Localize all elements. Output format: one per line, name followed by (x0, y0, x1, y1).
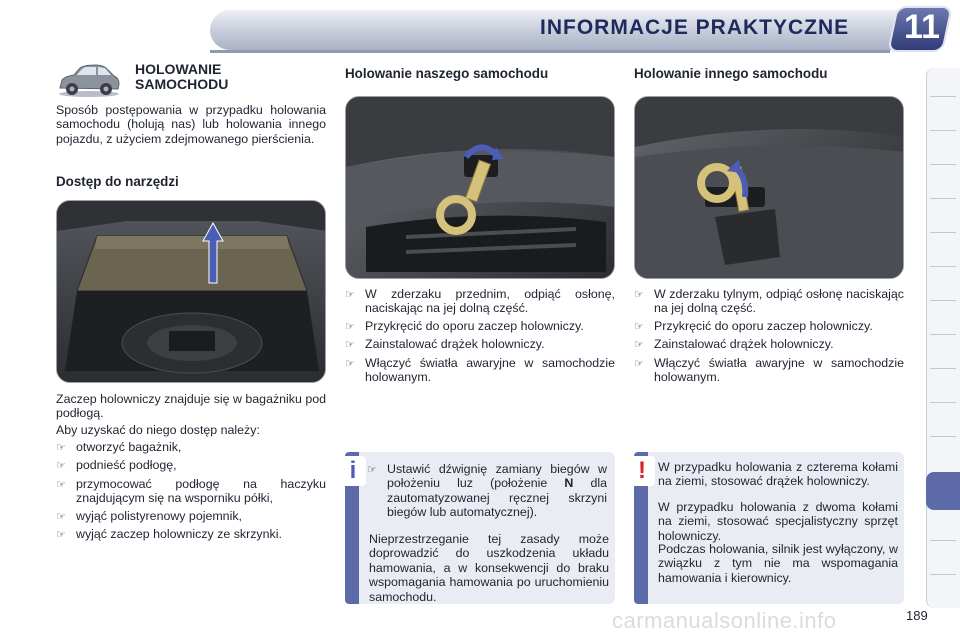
chapter-tab[interactable] (930, 574, 956, 575)
page-number: 189 (906, 608, 928, 623)
car-icon (56, 62, 122, 98)
chapter-tab[interactable] (930, 540, 956, 541)
rear-bumper-illustration (635, 97, 904, 279)
info-box-note: Nieprzestrzeganie tej zasady może doprowadzić do uszkodzenia układu hamowania, a w konsekwencji do braku wspomagania hamowania po uruchomieniu samochodu. (369, 532, 609, 604)
chapter-tab[interactable] (930, 198, 956, 199)
tools-access-intro: Aby uzyskać do niego dostęp należy: (56, 423, 260, 437)
list-item-text (387, 462, 607, 520)
pointing-hand-icon: ☞ (56, 460, 66, 473)
pointing-hand-icon: ☞ (634, 289, 644, 301)
trunk-photo (56, 200, 326, 383)
list-item-text: przymocować podłogę na haczyku znajdującym się na wsporniku półki, (76, 476, 326, 506)
info-box (345, 452, 615, 604)
list-item (634, 319, 904, 334)
rear-bumper-photo (634, 96, 904, 279)
list-item-text: otworzyć bagażnik, (76, 440, 182, 454)
section-title: HOLOWANIE SAMOCHODU (135, 61, 229, 92)
page-header (0, 0, 960, 56)
info-text-part: dla zautomatyzowanej ręcznej skrzyni biegów lub automatycznej). (387, 476, 608, 520)
list-item (345, 287, 615, 316)
chapter-tab[interactable] (930, 130, 956, 131)
chapter-tab[interactable] (930, 300, 956, 301)
chapter-tab[interactable] (930, 232, 956, 233)
chapter-tab-active[interactable] (926, 472, 960, 510)
warning-icon: ! (629, 456, 655, 486)
front-bumper-photo (345, 96, 615, 279)
pointing-hand-icon: ☞ (56, 442, 66, 454)
pointing-hand-icon: ☞ (634, 320, 644, 333)
info-text-part: Ustawić dźwignię zamiany biegów w położeniu luz (położenie (387, 462, 607, 491)
info-icon: i (340, 456, 366, 486)
tow-ours-title: Holowanie naszego samochodu (345, 66, 549, 81)
trunk-illustration (57, 201, 326, 383)
list-item (56, 440, 326, 455)
tow-other-title: Holowanie innego samochodu (634, 66, 828, 81)
list-item-text: wyjąć polistyrenowy pojemnik, (76, 508, 242, 523)
list-item-text: wyjąć zaczep holowniczy ze skrzynki. (76, 527, 282, 542)
list-item-text: Przykręcić do oporu zaczep holowniczy. (654, 318, 873, 333)
warning-paragraph: Podczas holowania, silnik jest wyłączony, w związku z tym nie ma wspomagania hamowania i kierownicy. (658, 542, 898, 585)
list-item-text: W zderzaku przednim, odpiąć osłonę, naciskając na jej dolną część. (365, 287, 615, 316)
list-item-text: Włączyć światła awaryjne w samochodzie holowanym. (365, 355, 615, 385)
tow-other-steps-list (634, 287, 904, 387)
list-item-text: W zderzaku tylnym, odpiąć osłonę naciskając na jej dolną część. (654, 287, 904, 316)
list-item (345, 319, 615, 334)
list-item (634, 287, 904, 316)
list-item (56, 527, 326, 542)
tools-title: Dostęp do narzędzi (56, 174, 179, 189)
list-item-text: Zainstalować drążek holowniczy. (654, 337, 834, 352)
list-item (634, 337, 904, 352)
pointing-hand-icon: ☞ (345, 357, 355, 370)
pointing-hand-icon: ☞ (345, 320, 355, 333)
section-intro: Sposób postępowania w przypadku holowania samochodu (holują nas) lub holowania innego pojazdu, z użyciem zdejmowanego pierścienia. (56, 103, 326, 146)
warning-paragraph: W przypadku holowania z czterema kołami na ziemi, stosować drążek holowniczy. (658, 460, 898, 489)
pointing-hand-icon: ☞ (634, 357, 644, 370)
chapter-tab[interactable] (930, 436, 956, 437)
list-item-text: podnieść podłogę, (76, 458, 177, 473)
list-item (634, 356, 904, 385)
tools-steps-list (56, 440, 326, 545)
list-item-text: Włączyć światła awaryjne w samochodzie holowanym. (654, 355, 904, 385)
list-item-text: Przykręcić do oporu zaczep holowniczy. (365, 318, 584, 333)
chapter-tab[interactable] (930, 402, 956, 403)
list-item (56, 509, 326, 524)
chapter-tab[interactable] (930, 96, 956, 97)
pointing-hand-icon: ☞ (634, 339, 644, 352)
chapter-tab[interactable] (930, 334, 956, 335)
chapter-tab[interactable] (930, 266, 956, 267)
chapter-number: 11 (904, 8, 940, 46)
watermark: carmanualsonline.info (612, 608, 837, 633)
pointing-hand-icon: ☞ (56, 478, 66, 491)
tow-ours-steps-list (345, 287, 615, 387)
pointing-hand-icon: ☞ (345, 289, 355, 301)
header-underline (210, 50, 890, 53)
list-item (345, 337, 615, 352)
chapter-tab[interactable] (930, 164, 956, 165)
list-item (367, 462, 607, 520)
pointing-hand-icon: ☞ (56, 510, 66, 523)
warning-box (634, 452, 904, 604)
tools-description: Zaczep holowniczy znajduje się w bagażniku pod podłogą. (56, 392, 326, 421)
pointing-hand-icon: ☞ (56, 529, 66, 542)
page-title: INFORMACJE PRAKTYCZNE (540, 16, 850, 39)
list-item-text: Zainstalować drążek holowniczy. (365, 337, 545, 352)
list-item (56, 477, 326, 506)
list-item (345, 356, 615, 385)
chapter-tabs (926, 68, 960, 608)
warning-paragraph: W przypadku holowania z dwoma kołami na ziemi, stosować specjalistyczny sprzęt holowniczy. (658, 500, 898, 543)
pointing-hand-icon: ☞ (345, 339, 355, 352)
list-item (56, 458, 326, 473)
front-bumper-illustration (346, 97, 615, 279)
chapter-tab[interactable] (930, 368, 956, 369)
gear-position-label: N (564, 476, 574, 491)
pointing-hand-icon: ☞ (367, 464, 377, 476)
info-box-list (367, 462, 607, 523)
